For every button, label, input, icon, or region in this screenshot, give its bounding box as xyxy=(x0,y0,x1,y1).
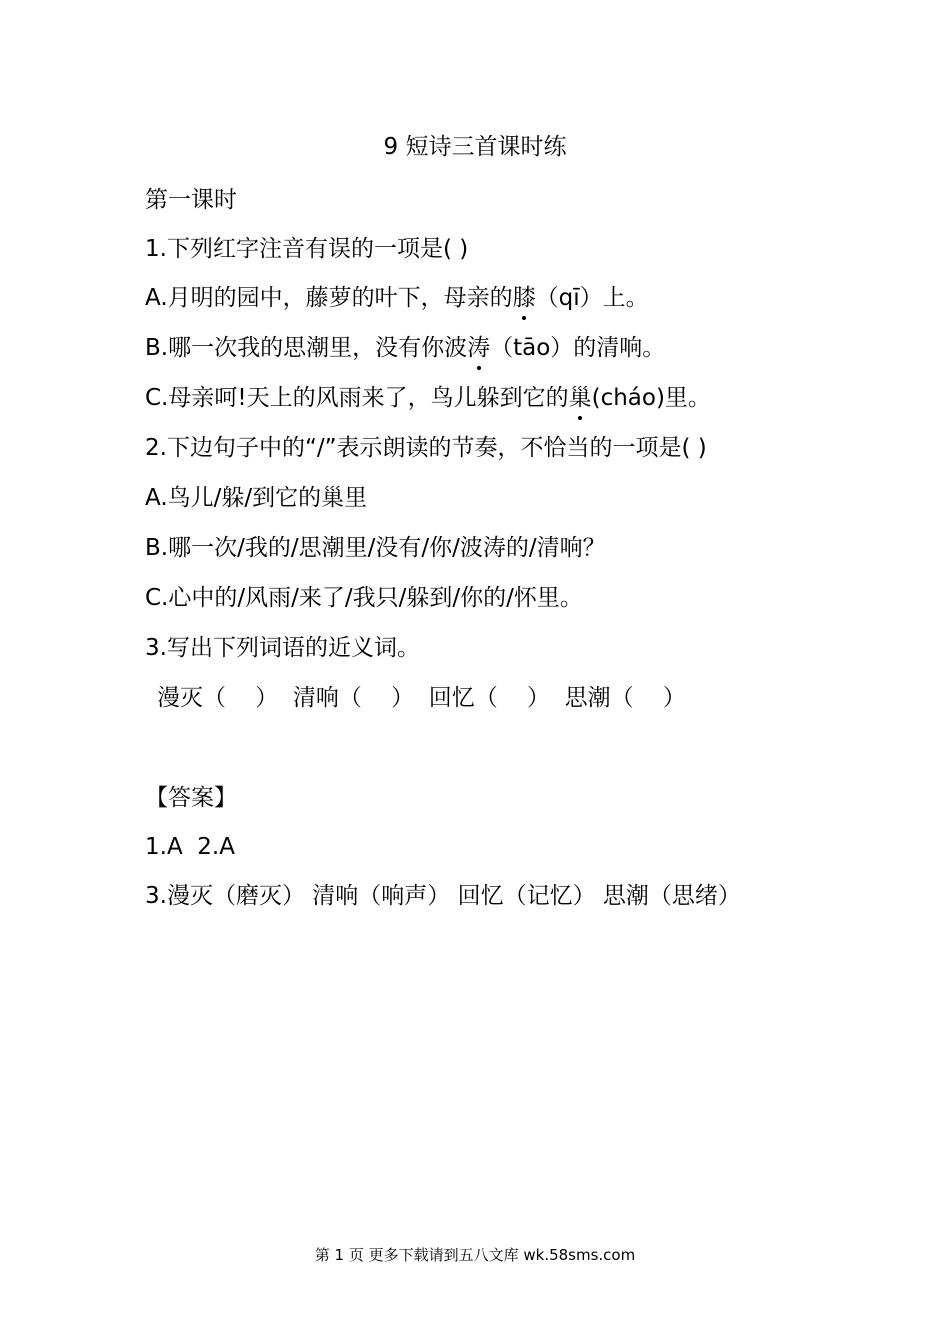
option-text: (cháo)里。 xyxy=(591,385,711,411)
option-text: （qī）上。 xyxy=(535,285,649,311)
question-2-stem: 2.下边句子中的“/”表示朗读的节奏，不恰当的一项是( ) xyxy=(145,435,707,461)
question-3-stem: 3.写出下列词语的近义词。 xyxy=(145,635,420,661)
answers-line-1: 1.A 2.A xyxy=(145,834,235,860)
document-title: 9 短诗三首课时练 xyxy=(383,134,567,160)
question-1-option-b xyxy=(145,332,665,364)
option-text: （tāo）的清响。 xyxy=(490,335,666,361)
question-1-option-a xyxy=(145,282,649,314)
section-heading: 第一课时 xyxy=(145,187,237,213)
question-1-stem: 1.下列红字注音有误的一项是( ) xyxy=(145,236,469,262)
page-footer: 第 1 页 更多下载请到五八文库 wk.58sms.com xyxy=(314,1246,636,1264)
question-3-blanks: 漫灭（ ） 清响（ ） 回忆（ ） 思潮（ ） xyxy=(157,685,686,711)
question-2-option-a: A.鸟儿/躲/到它的巢里 xyxy=(145,485,368,511)
emphasized-char: 涛 xyxy=(467,332,490,364)
question-1-option-c xyxy=(145,382,711,414)
emphasized-char: 巢 xyxy=(569,382,592,414)
question-2-option-c: C.心中的/风雨/来了/我只/躲到/你的/怀里。 xyxy=(145,585,583,611)
emphasized-char: 膝 xyxy=(513,282,536,314)
option-text: B.哪一次我的思潮里，没有你波 xyxy=(145,335,468,361)
answers-heading: 【答案】 xyxy=(145,785,237,811)
answers-line-2: 3.漫灭（磨灭） 清响（响声） 回忆（记忆） 思潮（思绪） xyxy=(145,883,741,909)
option-text: A.月明的园中，藤萝的叶下，母亲的 xyxy=(145,285,513,311)
option-text: C.母亲呵!天上的风雨来了，鸟儿躲到它的 xyxy=(145,385,569,411)
question-2-option-b: B.哪一次/我的/思潮里/没有/你/波涛的/清响？ xyxy=(145,535,606,561)
